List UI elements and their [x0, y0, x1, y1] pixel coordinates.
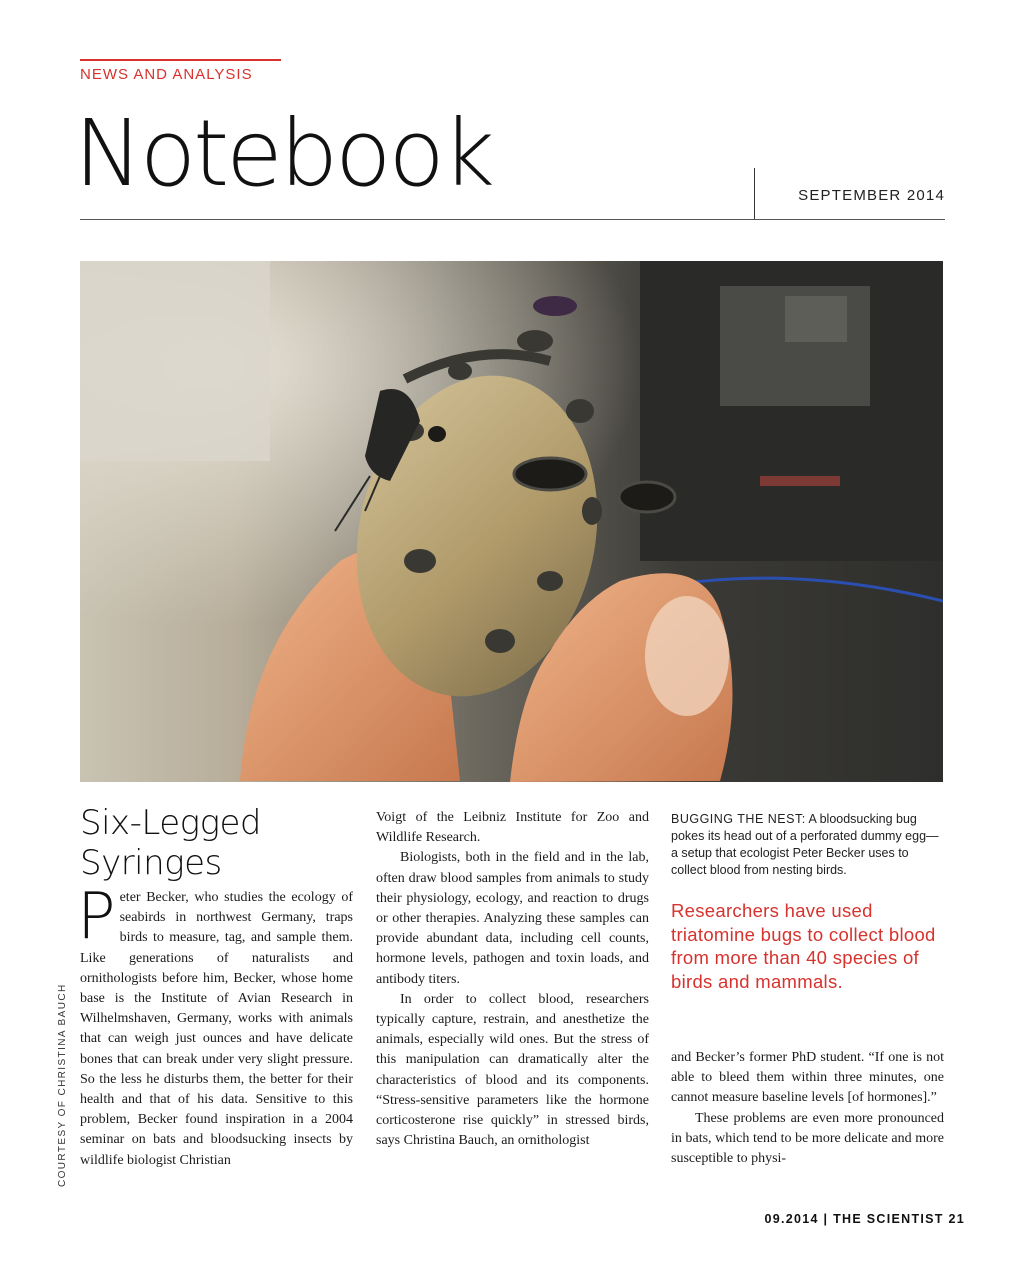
drop-cap: P: [77, 880, 116, 954]
section-rule: [80, 59, 281, 61]
issue-date-divider: [754, 168, 755, 220]
photo-caption: [671, 811, 941, 879]
pull-quote: Researchers have used triatomine bugs to collect blood from more than 40 species of birds and mammals.: [671, 900, 936, 992]
body-paragraph: [77, 880, 353, 1171]
masthead-title: Notebook: [74, 100, 493, 207]
egg-with-bug-illustration: [80, 261, 943, 782]
page-folio: 09.2014 | THE SCIENTIST 21: [764, 1212, 965, 1226]
caption-text: A bloodsucking bug pokes its head out of a perforated dummy egg—a setup that ecologist Peter Becker uses to collect blood from nesting birds.: [671, 812, 939, 877]
body-paragraph: Biologists, both in the field and in the lab, often draw blood samples from animals to study their physiology, ecology, and reaction to drugs or other therapies. Analyzing these samples can provide abundant data, including cell counts, hormone levels, pathogen and toxin loads, and antibody titers.: [376, 850, 649, 987]
body-paragraph: These problems are even more pronounced in bats, which tend to be more delicate and more susceptible to physi-: [671, 1110, 944, 1167]
body-column-2: [376, 808, 649, 1151]
body-paragraph: Voigt of the Leibniz Institute for Zoo and Wildlife Research.: [376, 810, 649, 846]
paragraph-text: eter Becker, who studies the ecology of seabirds in northwest Germany, traps birds to measure, tag, and sample them. Like generations of naturalists and ornithologists before him, Becker, whose home base is the Institute of Avian Research in Wilhelmshaven, Germany, works with animals that can weigh just ounces and have delicate bones that can break under very slight pressure. So the less he disturbs them, the better for their health and that of his data. Sensitive to this problem, Becker found inspiration in a 2004 seminar on bats and bloodsucking insects by wildlife biologist Christian: [80, 890, 353, 1168]
feature-photo: [80, 261, 943, 782]
section-label: NEWS AND ANALYSIS: [80, 66, 253, 83]
issue-date: SEPTEMBER 2014: [798, 187, 945, 204]
body-column-1: [77, 880, 353, 1171]
body-paragraph: In order to collect blood, researchers typically capture, restrain, and anesthetize the animals, especially wild ones. But the stress of this manipulation can dramatically alter the characteristics of blood and its components. “Stress-sensitive parameters like the hormone corticosterone rise quickly” in stressed birds, says Christina Bauch, an ornithologist: [376, 991, 649, 1149]
caption-lead: BUGGING THE NEST:: [671, 812, 806, 826]
body-paragraph: and Becker’s former PhD student. “If one is not able to bleed them within three minutes, one cannot measure baseline levels [of hormones].”: [671, 1050, 944, 1106]
article-headline: Six-Legged Syringes: [80, 803, 261, 883]
masthead-rule: [80, 219, 945, 220]
photo-credit: COURTESY OF CHRISTINA BAUCH: [57, 983, 68, 1187]
body-column-3: [671, 1048, 944, 1169]
